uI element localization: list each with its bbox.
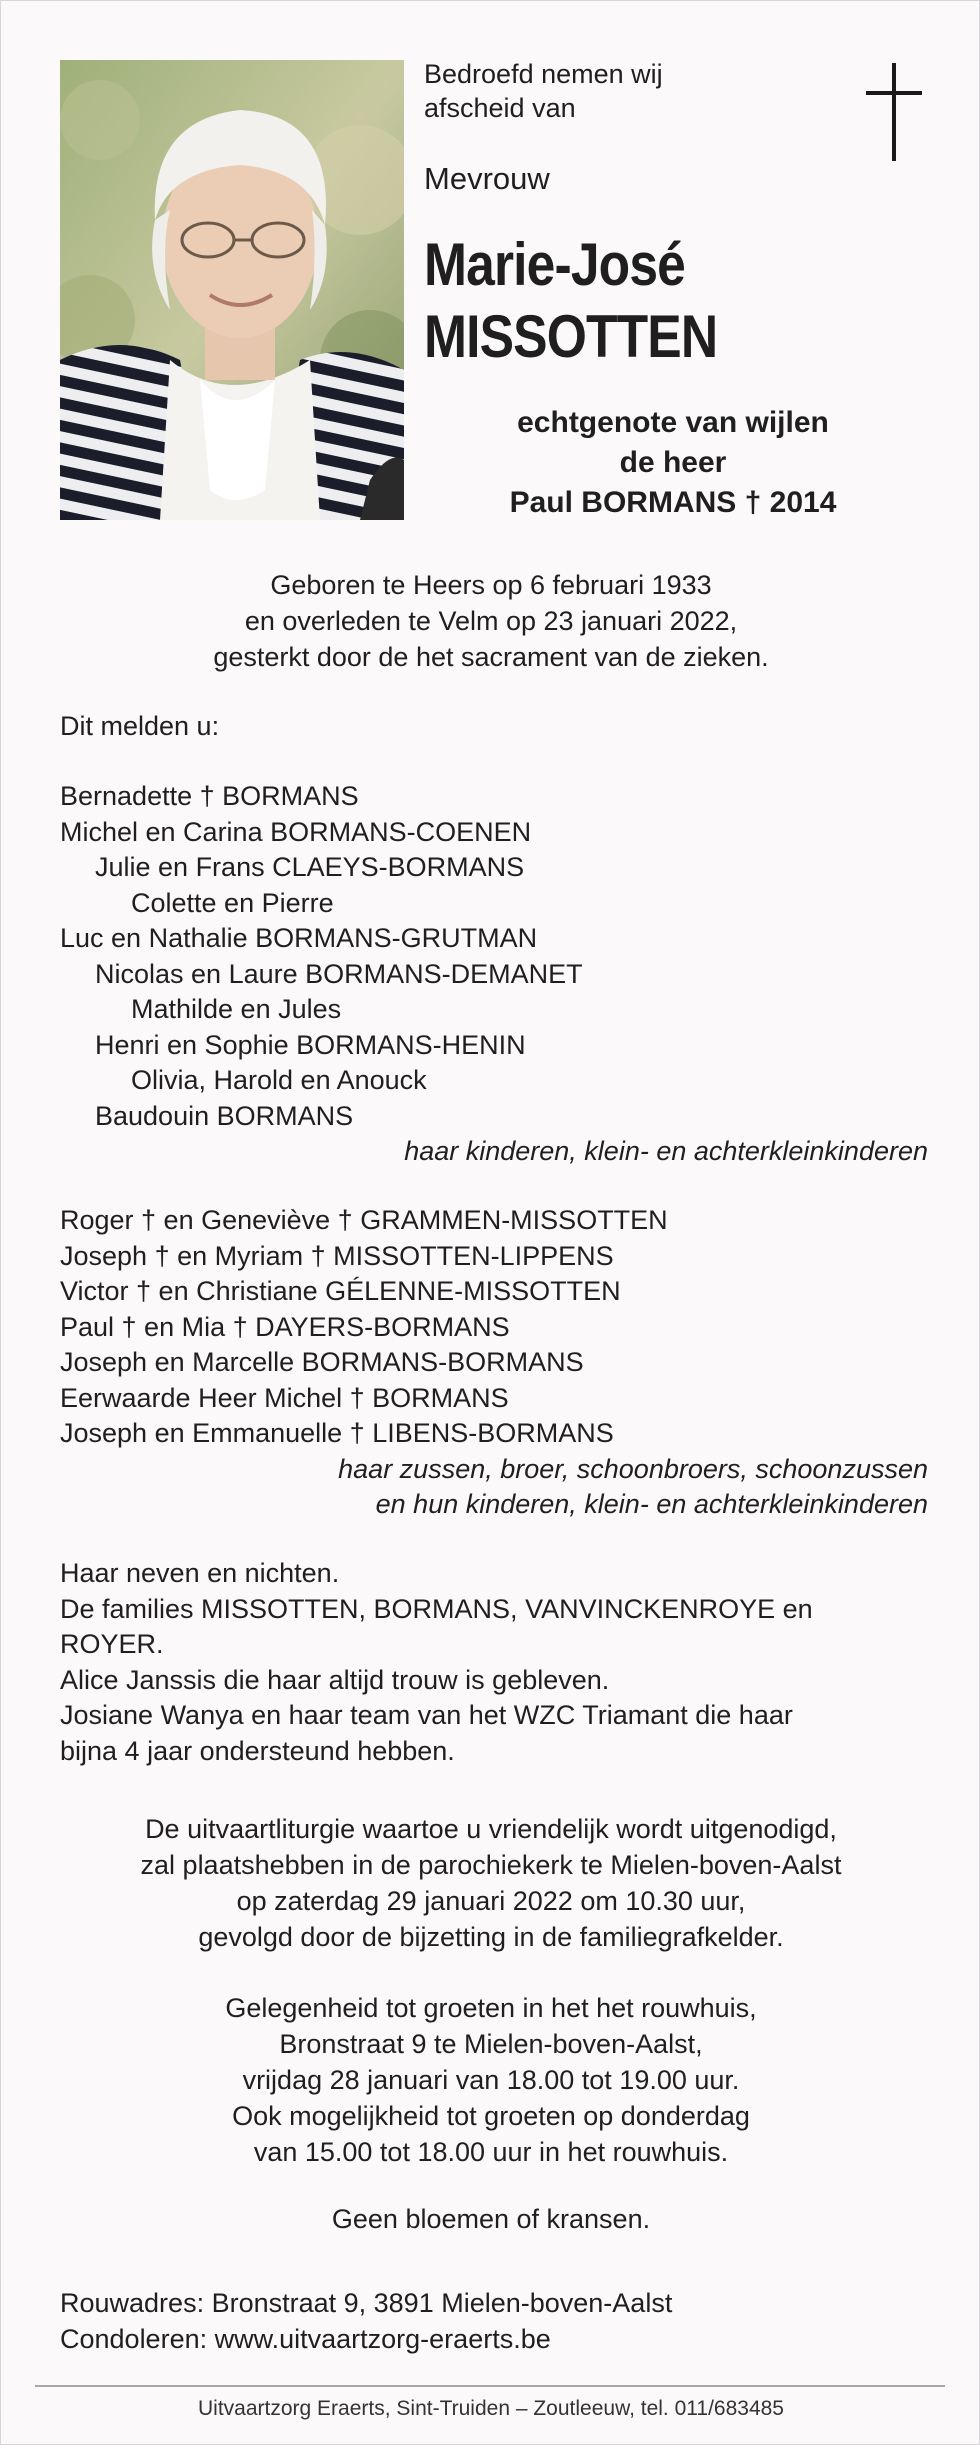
footer-divider bbox=[35, 2385, 945, 2387]
visitation-line: Bronstraat 9 te Mielen-boven-Aalst, bbox=[279, 2029, 703, 2059]
mention-line: Josiane Wanya en haar team van het WZC Triamant die haar bbox=[60, 1700, 793, 1730]
family-line: Roger † en Geneviève † GRAMMEN-MISSOTTEN bbox=[60, 1205, 668, 1235]
relation-line: en hun kinderen, klein- en achterkleinkinderen bbox=[375, 1489, 928, 1519]
family-line: Julie en Frans CLAEYS-BORMANS bbox=[95, 852, 525, 882]
family-line: Michel en Carina BORMANS-COENEN bbox=[60, 816, 532, 847]
visitation-line: van 15.00 tot 18.00 uur in het rouwhuis. bbox=[253, 2137, 729, 2167]
family-list-2 bbox=[60, 1203, 930, 1523]
family-line: Joseph en Emmanuelle † LIBENS-BORMANS bbox=[60, 1418, 614, 1448]
family-line: Victor † en Christiane GÉLENNE-MISSOTTEN bbox=[60, 1276, 621, 1306]
funeral-line: op zaterdag 29 januari 2022 om 10.30 uur, bbox=[236, 1886, 746, 1916]
funeral-line: De uitvaartliturgie waartoe u vriendelijk wordt uitgenodigd, bbox=[145, 1814, 837, 1844]
last-name: MISSOTTEN bbox=[424, 303, 718, 370]
family-line: Mathilde en Jules bbox=[131, 994, 342, 1024]
intro-text bbox=[424, 57, 663, 125]
family-line: Joseph en Marcelle BORMANS-BORMANS bbox=[60, 1347, 584, 1377]
family-line: Henri en Sophie BORMANS-HENIN bbox=[95, 1029, 526, 1060]
mention-line: ROYER. bbox=[60, 1629, 164, 1659]
spouse-line: echtgenote van wijlen bbox=[517, 406, 829, 439]
spouse-line: Paul BORMANS † 2014 bbox=[509, 486, 837, 519]
mention-line: De families MISSOTTEN, BORMANS, VANVINCKENROYE en bbox=[60, 1593, 813, 1624]
birth-line: en overleden te Velm op 23 januari 2022, bbox=[244, 606, 738, 636]
family-line: Luc en Nathalie BORMANS-GRUTMAN bbox=[60, 923, 538, 953]
contact-info bbox=[60, 2286, 930, 2357]
birth-death-info bbox=[1, 567, 980, 675]
visitation-info bbox=[1, 1990, 980, 2170]
intro-line: Bedroefd nemen wij bbox=[424, 59, 663, 89]
mention-line: bijna 4 jaar ondersteund hebben. bbox=[60, 1735, 455, 1766]
family-line: Eerwaarde Heer Michel † BORMANS bbox=[60, 1382, 509, 1413]
relation-line: haar zussen, broer, schoonbroers, schoonzussen bbox=[338, 1453, 928, 1484]
funeral-info bbox=[1, 1811, 980, 1955]
honorific: Mevrouw bbox=[424, 161, 550, 196]
family-line: Paul † en Mia † DAYERS-BORMANS bbox=[60, 1311, 510, 1342]
other-mentions bbox=[60, 1556, 930, 1769]
birth-line: gesterkt door de het sacrament van de zieken. bbox=[213, 642, 769, 672]
cross-icon bbox=[866, 63, 922, 161]
mention-line: Haar neven en nichten. bbox=[60, 1558, 340, 1588]
intro-line: afscheid van bbox=[424, 93, 576, 123]
birth-line: Geboren te Heers op 6 februari 1933 bbox=[270, 570, 712, 600]
visitation-line: Ook mogelijkheid tot groeten op donderdag bbox=[232, 2101, 750, 2131]
family-line: Nicolas en Laure BORMANS-DEMANET bbox=[95, 958, 583, 989]
family-line: Bernadette † BORMANS bbox=[60, 781, 359, 811]
address-line: Rouwadres: Bronstraat 9, 3891 Mielen-boven-Aalst bbox=[60, 2288, 673, 2318]
family-line: Olivia, Harold en Anouck bbox=[131, 1065, 427, 1095]
relation-line: haar kinderen, klein- en achterkleinkinderen bbox=[404, 1136, 928, 1166]
family-line: Joseph † en Myriam † MISSOTTEN-LIPPENS bbox=[60, 1240, 614, 1271]
funeral-line: gevolgd door de bijzetting in de familiegrafkelder. bbox=[198, 1922, 784, 1952]
mention-line: Alice Janssis die haar altijd trouw is gebleven. bbox=[60, 1664, 610, 1695]
funeral-line: zal plaatshebben in de parochiekerk te Mielen-boven-Aalst bbox=[140, 1850, 842, 1880]
family-list-1 bbox=[60, 779, 930, 1170]
no-flowers-note: Geen bloemen of kransen. bbox=[331, 2204, 651, 2234]
deceased-name bbox=[424, 229, 765, 373]
announce-text: Dit melden u: bbox=[60, 711, 220, 741]
family-line: Colette en Pierre bbox=[131, 887, 334, 918]
visitation-line: vrijdag 28 januari van 18.00 tot 19.00 uur. bbox=[242, 2065, 740, 2095]
first-name: Marie-José bbox=[424, 231, 685, 298]
visitation-line: Gelegenheid tot groeten in het het rouwhuis, bbox=[225, 1993, 757, 2023]
spouse-info bbox=[424, 403, 922, 523]
spouse-line: de heer bbox=[619, 446, 727, 479]
family-line: Baudouin BORMANS bbox=[95, 1100, 354, 1131]
footer-funeral-home: Uitvaartzorg Eraerts, Sint-Truiden – Zoutleeuw, tel. 011/683485 bbox=[198, 2397, 784, 2420]
portrait-photo bbox=[60, 60, 404, 520]
condolence-link[interactable]: Condoleren: www.uitvaartzorg-eraerts.be bbox=[60, 2323, 551, 2354]
